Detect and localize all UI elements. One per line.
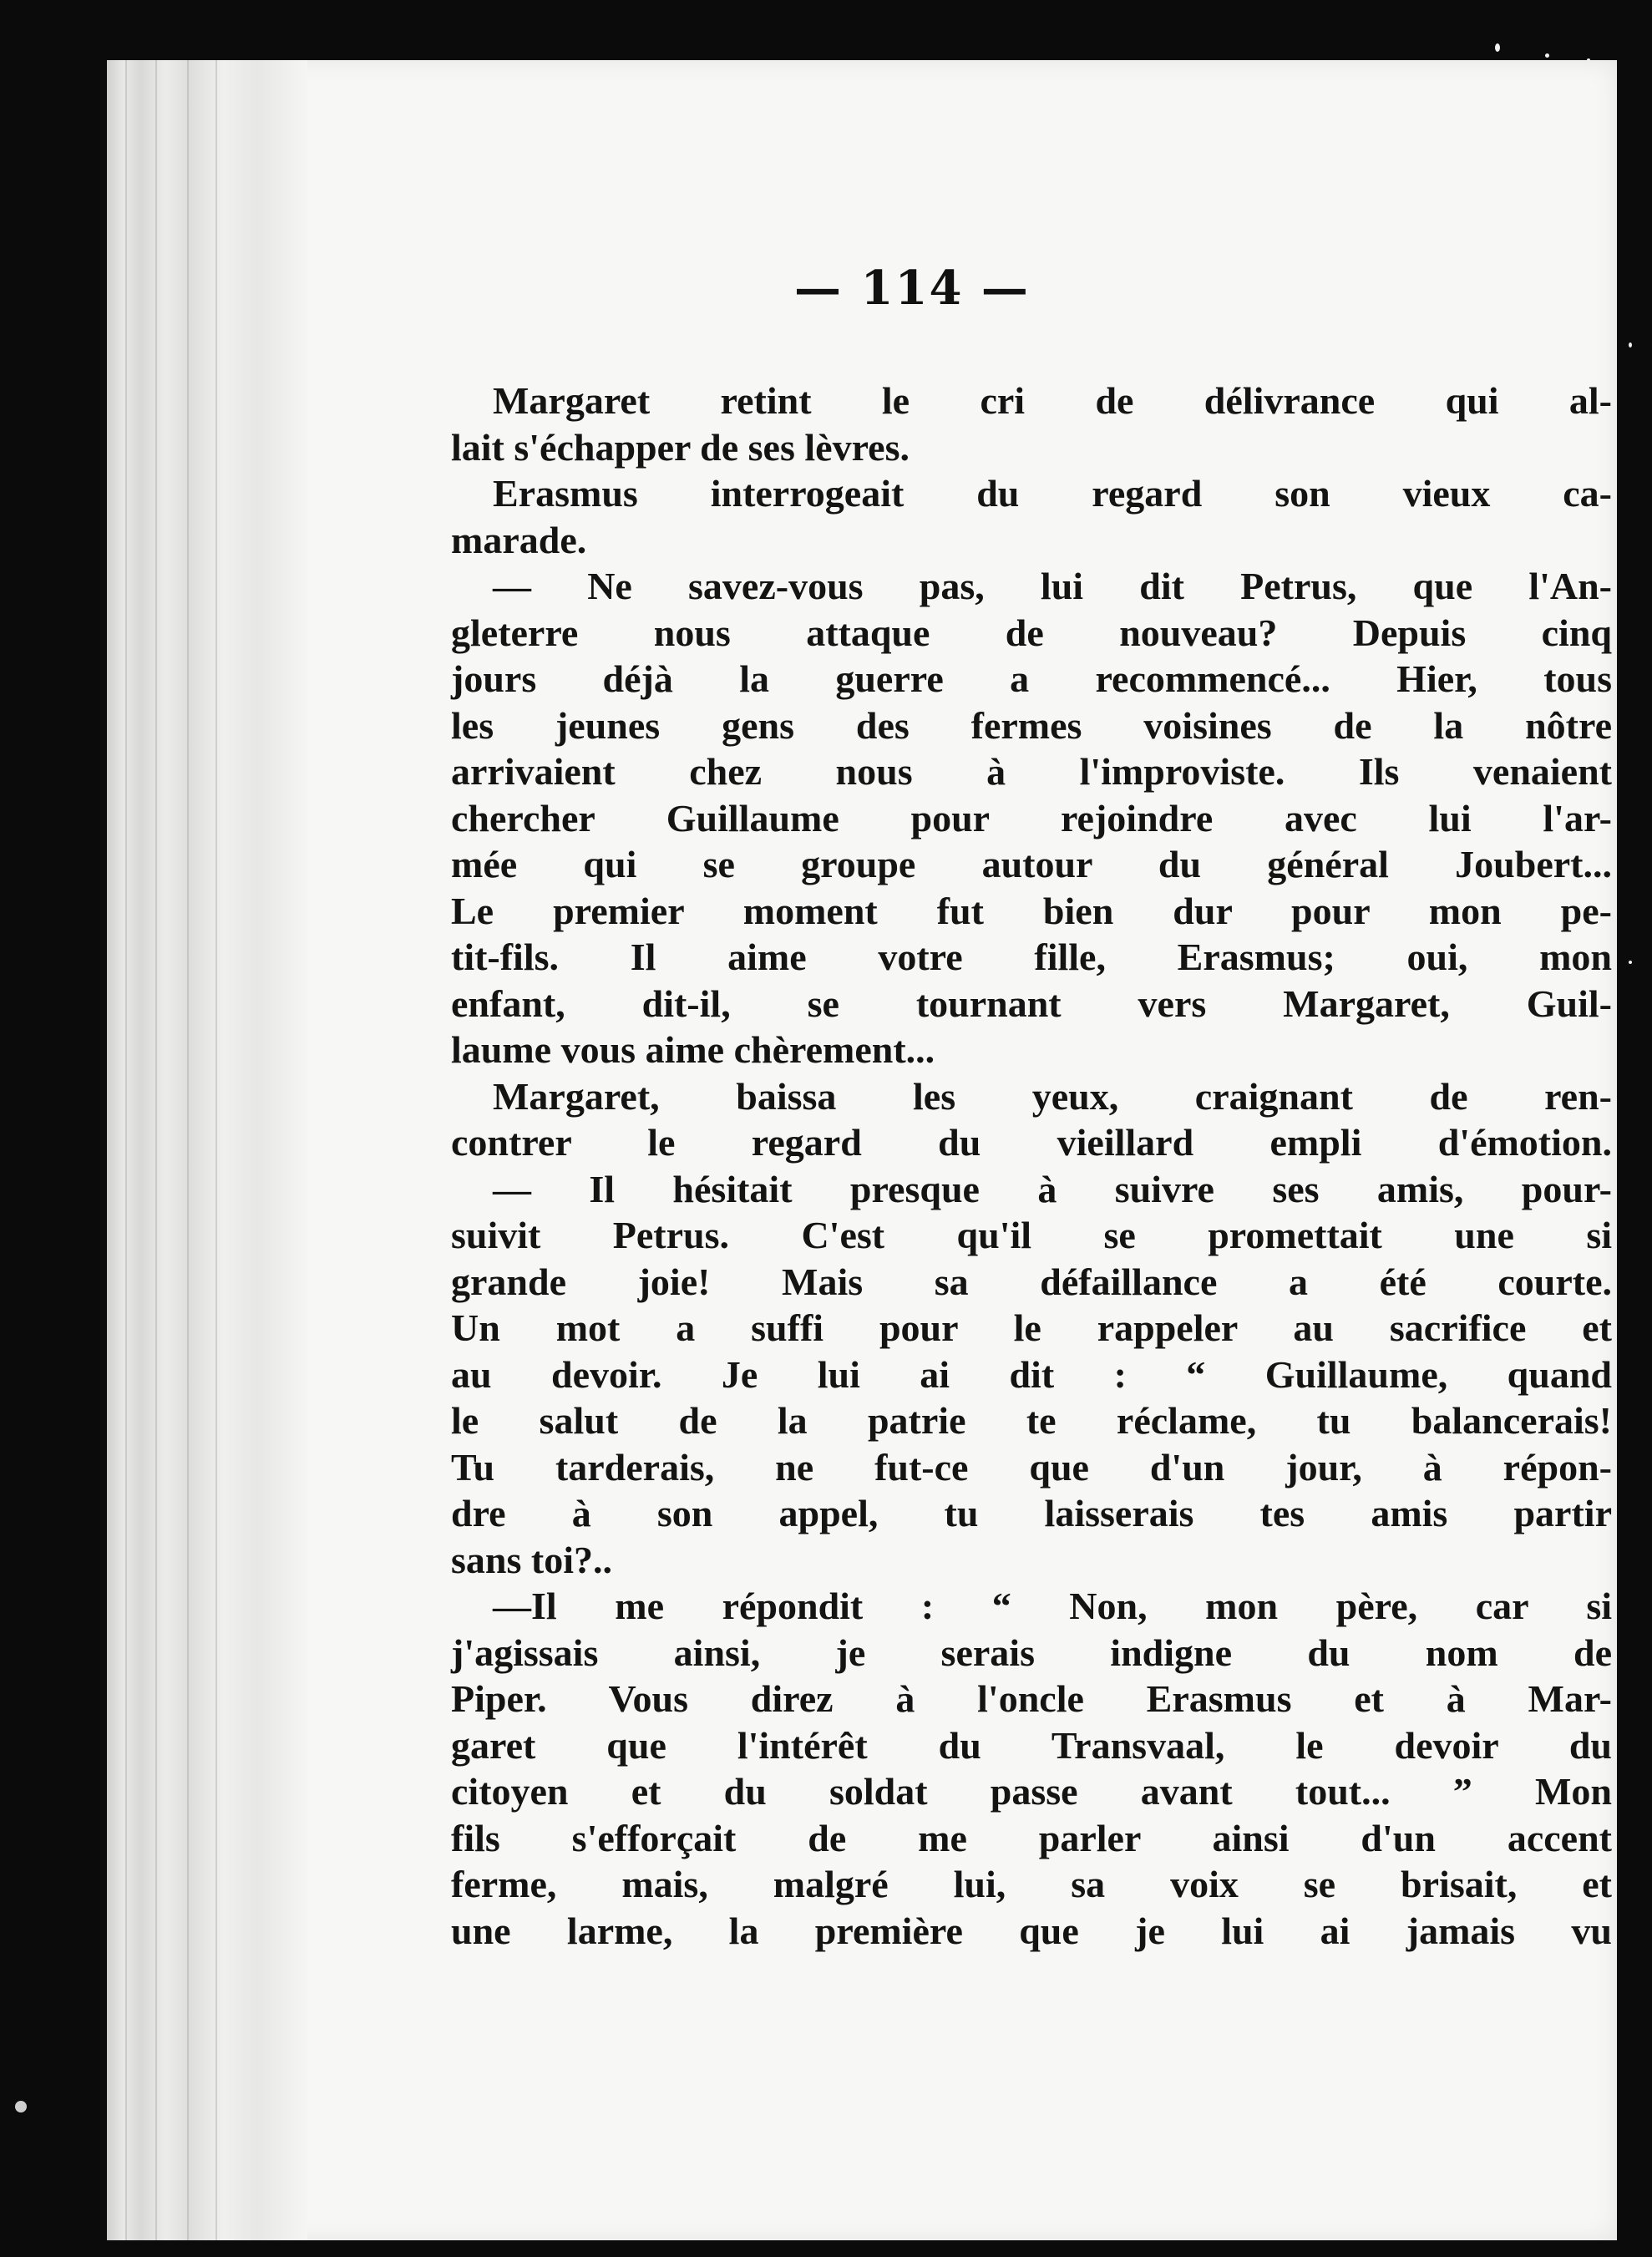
scan-speck <box>1545 53 1549 58</box>
text-line: une larme, la première que je lui ai jamais vu <box>451 1909 1612 1952</box>
text-line: Erasmus interrogeait du regard son vieux ca- <box>493 472 1612 515</box>
text-line: laume vous aime chèrement... <box>451 1028 935 1071</box>
page-gutter <box>107 60 307 2240</box>
body-text <box>451 378 1612 1954</box>
scanned-page <box>107 60 1617 2240</box>
text-line: les jeunes gens des fermes voisines de la nôtre <box>451 703 1612 747</box>
text-line: Tu tarderais, ne fut-ce que d'un jour, à répon- <box>451 1445 1612 1489</box>
text-line: dre à son appel, tu laisserais tes amis partir <box>451 1492 1612 1534</box>
text-line: ferme, mais, malgré lui, sa voix se brisait, et <box>451 1863 1612 1905</box>
text-line: — Il hésitait presque à suivre ses amis, pour- <box>493 1167 1612 1210</box>
text-line: sans toi?.. <box>451 1538 612 1581</box>
gutter-line <box>155 60 157 2240</box>
text-line: suivit Petrus. C'est qu'il se promettait une si <box>451 1214 1612 1256</box>
text-line: jours déjà la guerre a recommencé... Hier, tous <box>451 657 1612 700</box>
text-line: marade. <box>451 518 587 561</box>
text-line: Le premier moment fut bien dur pour mon pe- <box>451 889 1612 932</box>
scan-speck <box>1629 961 1632 964</box>
gutter-line <box>215 60 217 2240</box>
text-line: enfant, dit-il, se tournant vers Margaret, Guil- <box>451 981 1612 1025</box>
text-line: gleterre nous attaque de nouveau? Depuis cinq <box>451 611 1612 654</box>
text-line: le salut de la patrie te réclame, tu balancerais! <box>451 1399 1612 1442</box>
text-line: fils s'efforçait de me parler ainsi d'un accent <box>451 1816 1612 1859</box>
text-line: citoyen et du soldat passe avant tout... ” Mon <box>451 1770 1612 1813</box>
text-line: garet que l'intérêt du Transvaal, le devoir du <box>451 1723 1612 1767</box>
text-line: chercher Guillaume pour rejoindre avec lui l'ar- <box>451 796 1612 839</box>
gutter-line <box>187 60 189 2240</box>
scan-speck <box>1629 342 1632 347</box>
text-line: arrivaient chez nous à l'improviste. Ils venaient <box>451 750 1612 793</box>
text-line: tit-fils. Il aime votre fille, Erasmus; oui, mon <box>451 936 1612 978</box>
text-line: Margaret retint le cri de délivrance qui al- <box>493 379 1612 422</box>
text-line: —Il me répondit : “ Non, mon père, car si <box>493 1585 1612 1627</box>
text-line: Un mot a suffi pour le rappeler au sacrifice et <box>451 1306 1612 1349</box>
text-line: grande joie! Mais sa défaillance a été courte. <box>451 1260 1612 1303</box>
text-line: au devoir. Je lui ai dit : “ Guillaume, quand <box>451 1352 1612 1396</box>
text-line: j'agissais ainsi, je serais indigne du nom de <box>451 1631 1612 1674</box>
gutter-line <box>125 60 127 2240</box>
text-line: lait s'échapper de ses lèvres. <box>451 425 910 469</box>
text-line: mée qui se groupe autour du général Joubert... <box>451 843 1612 885</box>
page-number: — 114 — <box>794 261 1030 316</box>
text-line: — Ne savez-vous pas, lui dit Petrus, que l'An- <box>493 565 1612 607</box>
text-line: Piper. Vous direz à l'oncle Erasmus et à Mar- <box>451 1677 1612 1720</box>
text-line: Margaret, baissa les yeux, craignant de ren- <box>493 1074 1612 1118</box>
text-line: contrer le regard du vieillard empli d'émotion. <box>451 1121 1612 1164</box>
scan-speck <box>15 2101 27 2112</box>
scan-speck <box>1495 43 1500 52</box>
